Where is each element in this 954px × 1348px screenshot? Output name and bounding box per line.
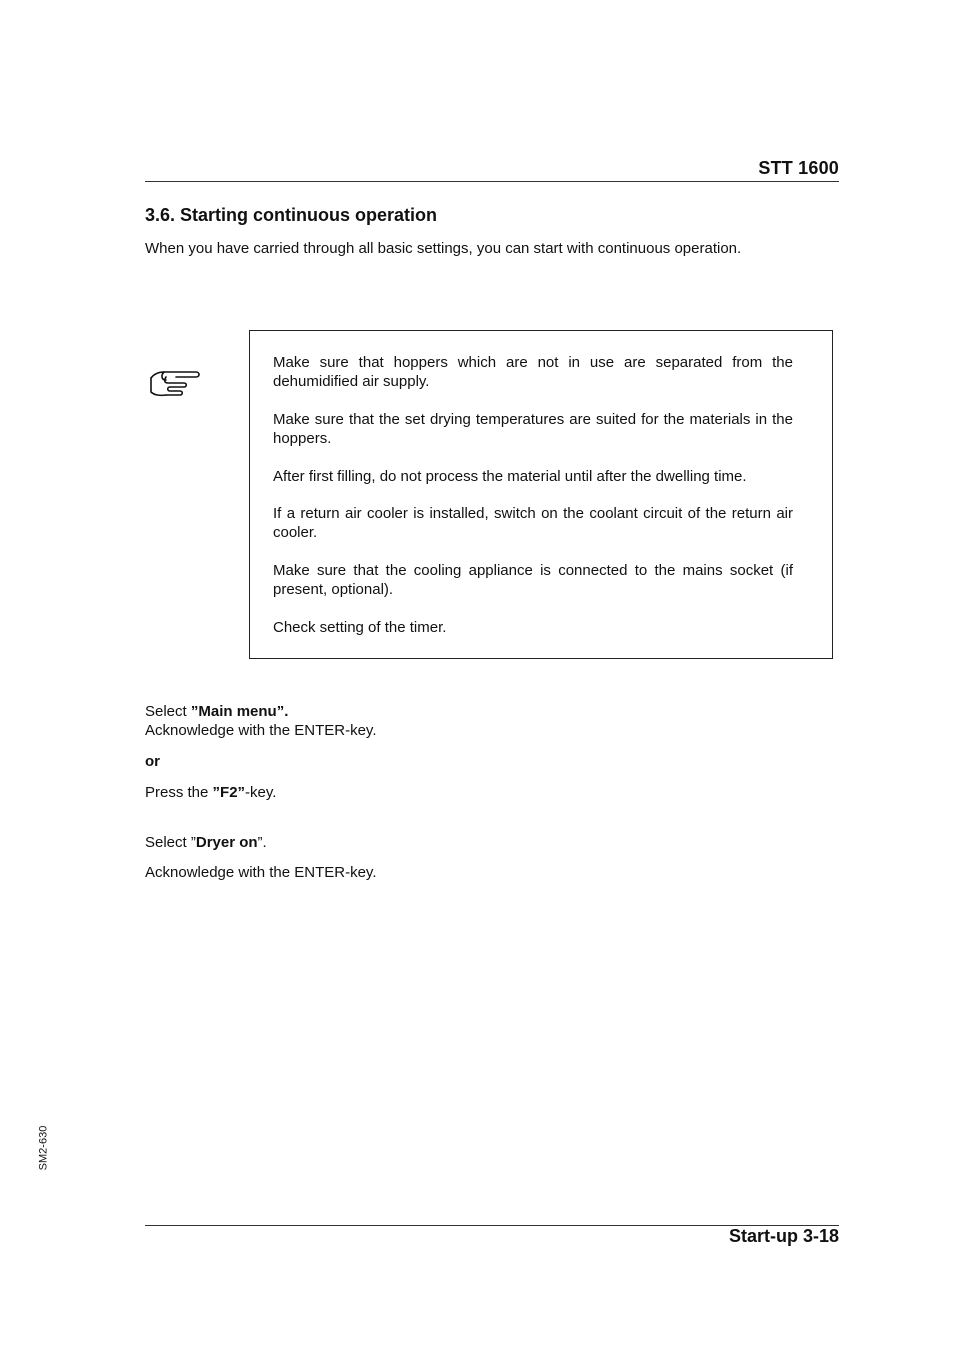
document-footer-title: Start-up 3-18 [728, 1226, 839, 1246]
step-text: Press the [145, 784, 213, 801]
document-code: SM2-630 [37, 1125, 50, 1171]
note-item: Make sure that the cooling appliance is connected to the mains socket (if present, optional). [273, 562, 793, 598]
step-select-dryer-on [145, 833, 267, 852]
note-item: Make sure that hoppers which are not in use are separated from the dehumidified air supply. [273, 354, 793, 390]
step-select-main-menu [145, 702, 288, 721]
f2-key-label: ”F2” [212, 784, 246, 801]
pointing-hand-icon [148, 366, 202, 398]
note-item: After first filling, do not process the material until after the dwelling time. [273, 468, 747, 485]
step-or: or [145, 753, 160, 770]
main-menu-label: ”Main menu”. [190, 703, 289, 720]
dryer-on-label: Dryer on [195, 834, 258, 851]
document-header-title: STT 1600 [758, 158, 839, 178]
step-text: ”. [257, 834, 267, 851]
step-acknowledge: Acknowledge with the ENTER-key. [145, 722, 377, 739]
step-acknowledge: Acknowledge with the ENTER-key. [145, 864, 377, 881]
step-text: Select [145, 703, 191, 720]
note-item: Check setting of the timer. [273, 619, 447, 636]
step-text: Select ” [145, 834, 196, 851]
step-press-f2 [145, 783, 276, 802]
note-item: Make sure that the set drying temperatures are suited for the materials in the hoppers. [273, 411, 793, 447]
step-text: -key. [245, 784, 277, 801]
section-title: 3.6. Starting continuous operation [145, 205, 438, 225]
note-item: If a return air cooler is installed, switch on the coolant circuit of the return air cooler. [273, 505, 793, 541]
section-intro: When you have carried through all basic settings, you can start with continuous operation. [145, 240, 742, 257]
header-rule [145, 181, 839, 182]
